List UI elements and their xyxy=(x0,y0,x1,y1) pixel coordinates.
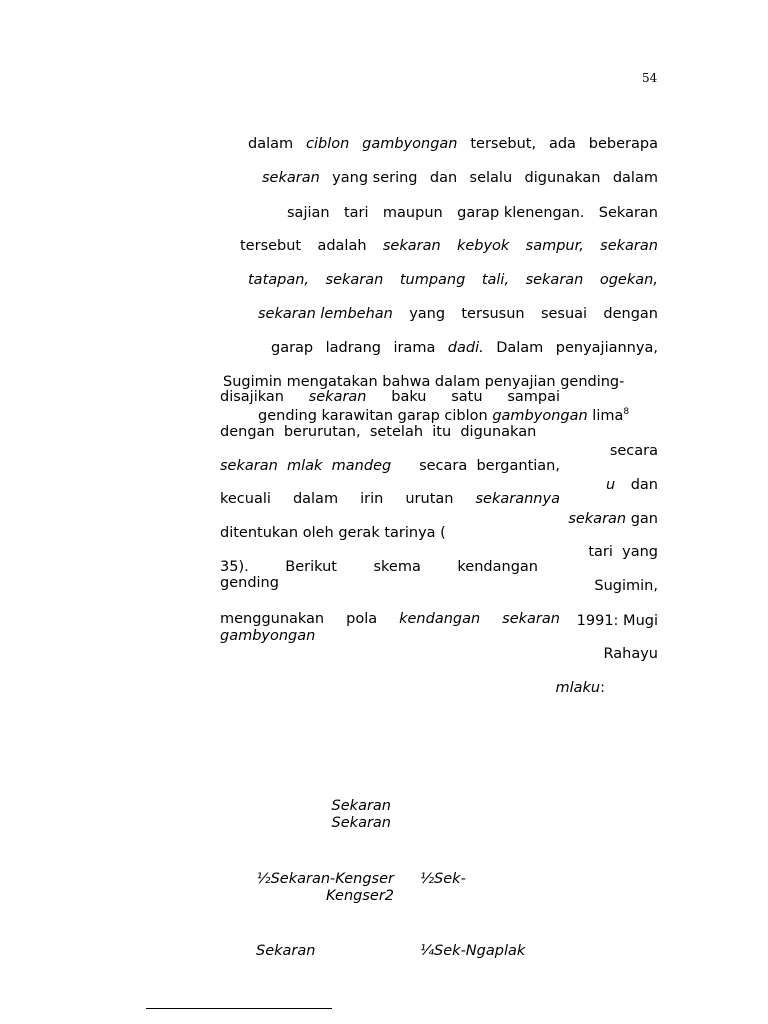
overlay-line-2: dengan berurutan, setelah itu digunakan xyxy=(220,424,537,440)
word: sesuai xyxy=(540,306,588,322)
word: ladrang xyxy=(325,340,381,356)
word: kendangan xyxy=(457,559,538,575)
word: gambyongan xyxy=(362,136,458,152)
schema-label: Kengser2 xyxy=(326,888,394,904)
word: Berikut xyxy=(285,559,337,575)
word: dan xyxy=(429,170,458,186)
word: irin xyxy=(360,491,384,507)
schema-item xyxy=(200,871,394,887)
overlay-line-3 xyxy=(220,458,560,474)
word: penyajiannya, xyxy=(555,340,658,356)
word: sekaran xyxy=(308,389,367,405)
paragraph-line-4 xyxy=(240,238,658,254)
word: sajian xyxy=(287,205,330,221)
word: digunakan xyxy=(524,170,601,186)
word: menggunakan xyxy=(220,611,325,627)
right-fragment-7: Rahayu xyxy=(603,646,658,662)
schema-label: ¼Sek-Ngaplak xyxy=(420,943,526,959)
word: 35). xyxy=(220,559,249,575)
paragraph-line-9 xyxy=(258,408,629,424)
word: yang xyxy=(409,306,446,322)
word: kebyok xyxy=(456,238,510,254)
schema-label: Sekaran xyxy=(331,798,391,814)
overlay-line-1 xyxy=(220,389,560,405)
word: tatapan, xyxy=(248,272,310,288)
word: ada xyxy=(548,136,576,152)
word: yang sering xyxy=(332,170,418,186)
right-fragment-3 xyxy=(540,511,658,527)
text-run: gambyongan xyxy=(492,408,588,424)
word: gambyongan xyxy=(220,628,316,644)
word: mlaku xyxy=(555,680,601,696)
word: garap xyxy=(271,340,314,356)
word: sekaran xyxy=(502,611,560,627)
word: sampur, xyxy=(525,238,584,254)
word: satu xyxy=(451,389,483,405)
word: ciblon xyxy=(306,136,350,152)
overlay-line-4 xyxy=(220,491,560,507)
right-fragment-8 xyxy=(540,680,605,696)
word: tari xyxy=(343,205,369,221)
text-run: lima xyxy=(592,408,624,424)
page-number: 54 xyxy=(642,71,658,85)
word: sekaran lembehan xyxy=(258,306,393,322)
paragraph-line-3 xyxy=(287,205,658,221)
schema-label: Sekaran xyxy=(256,943,316,959)
schema-item xyxy=(420,871,466,887)
word: Dalam xyxy=(496,340,544,356)
paragraph-line-7 xyxy=(271,340,658,356)
word: urutan xyxy=(405,491,454,507)
paragraph-line-6 xyxy=(258,306,658,322)
schema-label: Sekaran xyxy=(331,815,391,831)
word: sekaran xyxy=(568,511,627,527)
word: u xyxy=(606,477,616,493)
word: tersebut, xyxy=(470,136,537,152)
schema-label: ½Sek- xyxy=(420,871,466,887)
word: tersebut xyxy=(240,238,302,254)
text-run: sekaran mlak mandeg xyxy=(220,458,392,474)
word: sampai xyxy=(507,389,560,405)
text-run: gending karawitan garap ciblon xyxy=(258,408,488,424)
word: maupun xyxy=(382,205,443,221)
word: dalam xyxy=(292,491,339,507)
paragraph-line-8: Sugimin mengatakan bahwa dalam penyajian gending- xyxy=(223,374,625,390)
word: tali, xyxy=(481,272,510,288)
word: selalu xyxy=(469,170,513,186)
word: kendangan xyxy=(399,611,481,627)
paragraph-line-1 xyxy=(248,136,658,152)
word: sekaran xyxy=(325,272,384,288)
word: : xyxy=(600,680,605,696)
word: garap klenengan. xyxy=(457,205,585,221)
word: tumpang xyxy=(399,272,466,288)
word: dadi. xyxy=(447,340,484,356)
schema-item xyxy=(420,943,525,959)
schema-item xyxy=(250,798,391,814)
text-run: secara bergantian, xyxy=(419,458,560,474)
overlay-line-6 xyxy=(220,559,538,575)
word: sekarannya xyxy=(475,491,560,507)
word: dengan xyxy=(603,306,658,322)
word: pola xyxy=(346,611,378,627)
paragraph-line-2 xyxy=(262,170,658,186)
word: dalam xyxy=(612,170,658,186)
right-fragment-4: tari yang xyxy=(588,544,658,560)
overlay-line-5: ditentukan oleh gerak tarinya ( xyxy=(220,525,446,541)
word: skema xyxy=(373,559,421,575)
word: sekaran xyxy=(600,238,658,254)
right-fragment-1: secara xyxy=(609,443,658,459)
word: sekaran xyxy=(525,272,584,288)
overlay-line-7: gending xyxy=(220,575,279,591)
word: kecuali xyxy=(220,491,271,507)
word: sekaran xyxy=(262,170,320,186)
word: ogekan, xyxy=(599,272,658,288)
overlay-line-9 xyxy=(220,628,315,644)
word: sekaran xyxy=(382,238,441,254)
schema-label: ½Sekaran-Kengser xyxy=(256,871,394,887)
right-fragment-5: Sugimin, xyxy=(594,578,658,594)
word: dalam xyxy=(248,136,294,152)
word: baku xyxy=(391,389,427,405)
right-fragment-2 xyxy=(606,477,658,493)
right-fragment-6: 1991: Mugi xyxy=(576,613,658,629)
word: Sekaran xyxy=(598,205,658,221)
schema-item xyxy=(256,943,315,959)
schema-item xyxy=(200,888,394,904)
footnote-separator xyxy=(146,1008,332,1009)
word: dan xyxy=(630,477,658,493)
overlay-line-8 xyxy=(220,611,560,627)
word: gan xyxy=(630,511,658,527)
footnote-marker: 8 xyxy=(623,407,630,418)
paragraph-line-5 xyxy=(248,272,658,288)
word: disajikan xyxy=(220,389,284,405)
word: beberapa xyxy=(588,136,658,152)
word: tersusun xyxy=(461,306,525,322)
word: irama xyxy=(393,340,436,356)
schema-item xyxy=(250,815,391,831)
word: adalah xyxy=(317,238,367,254)
